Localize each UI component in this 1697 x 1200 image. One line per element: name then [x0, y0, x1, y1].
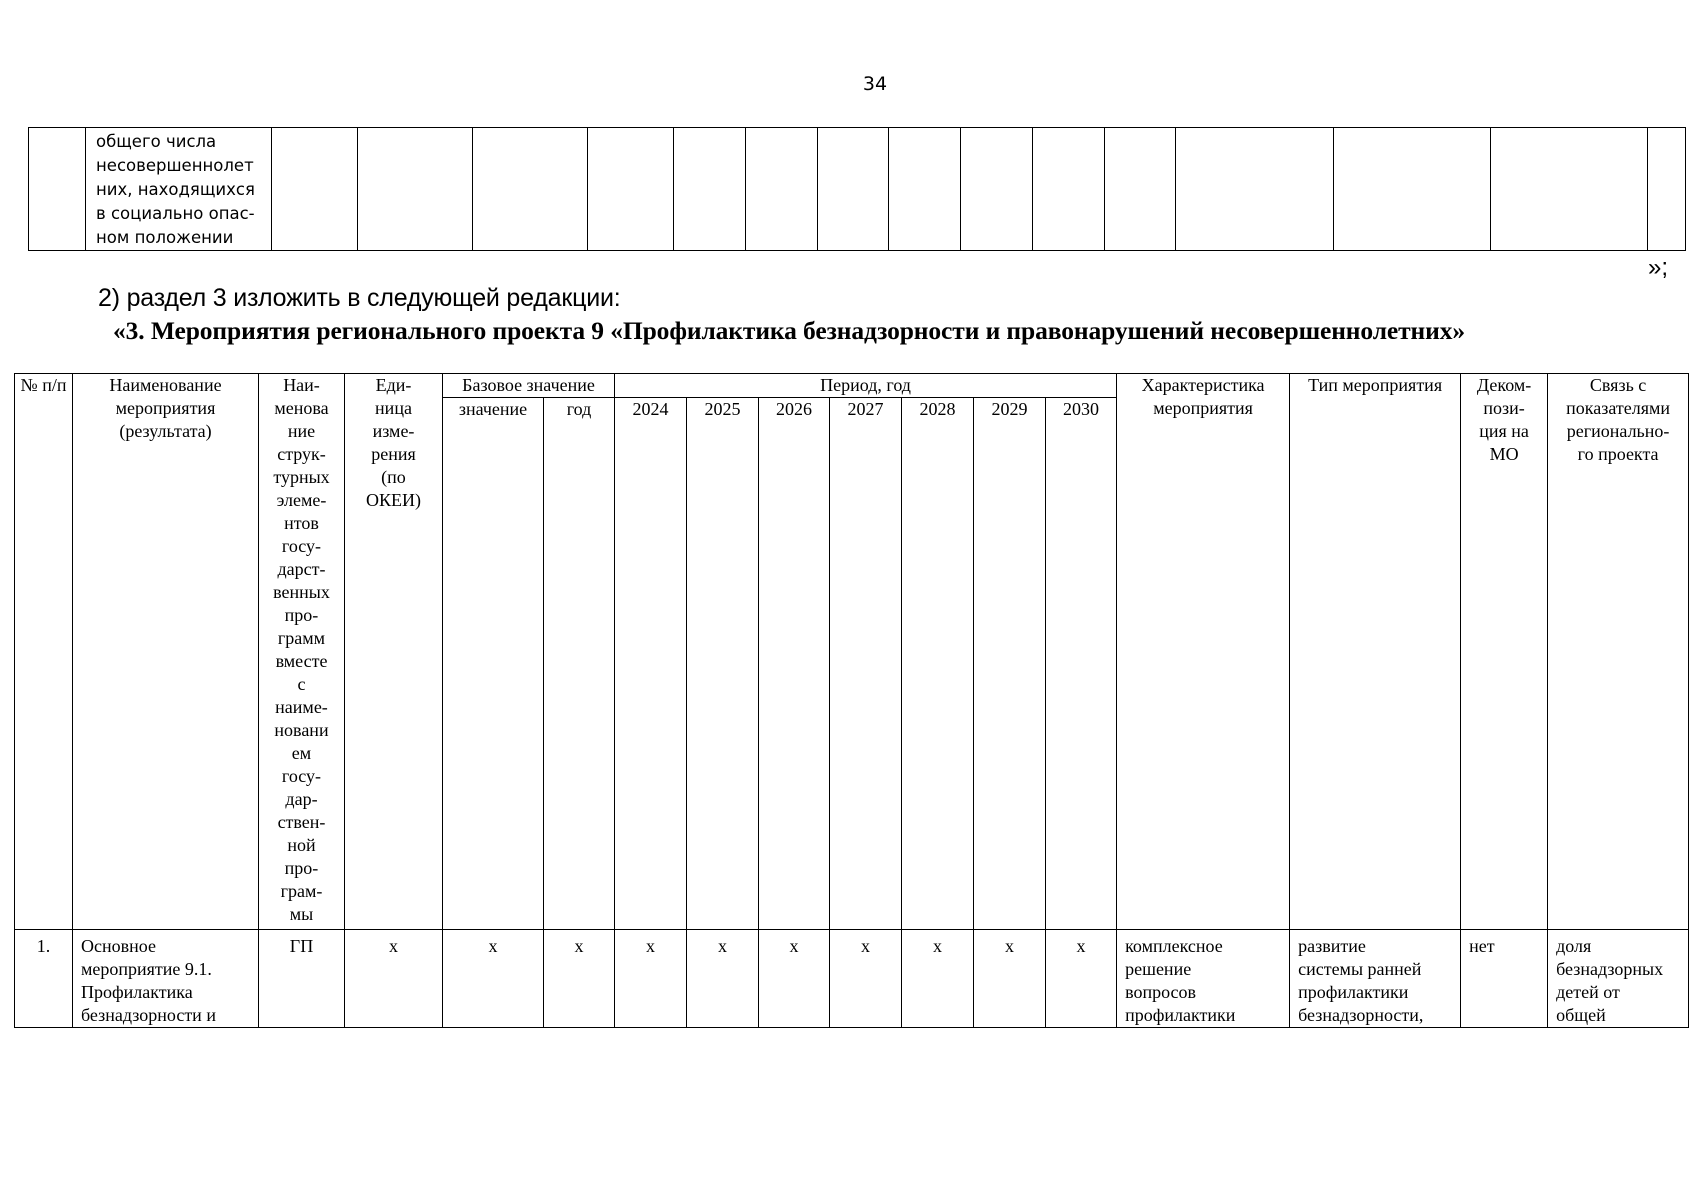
cell-year-value: х — [759, 930, 830, 1028]
header-year — [830, 398, 902, 930]
table-cell — [29, 128, 86, 251]
table-cell — [746, 128, 818, 251]
header-structure — [259, 374, 345, 930]
table-cell — [358, 128, 473, 251]
header-period — [615, 374, 1117, 398]
header-characteristic — [1117, 374, 1290, 930]
cell-year-value: х — [615, 930, 687, 1028]
header-year-label: 2030 — [1063, 399, 1100, 419]
cell-decomposition: нет — [1461, 930, 1548, 1028]
cell-type: развитие системы ранней профилактики безнадзорности, — [1290, 930, 1461, 1028]
cell-unit: х — [345, 930, 443, 1028]
header-decomposition-label: Деком- пози- ция на МО — [1476, 375, 1532, 464]
table-cell — [674, 128, 746, 251]
header-base-label: Базовое значение — [462, 375, 595, 395]
table-cell — [889, 128, 961, 251]
header-year-label: 2024 — [632, 399, 669, 419]
header-type-label: Тип мероприятия — [1308, 375, 1443, 395]
header-unit-label: Еди- ница изме- рения (по ОКЕИ) — [366, 375, 421, 510]
instruction-text: 2) раздел 3 изложить в следующей редакции: — [98, 284, 621, 312]
cell-year-value: х — [974, 930, 1046, 1028]
table-cell — [473, 128, 588, 251]
table-cell — [1648, 128, 1686, 251]
cell-num: 1. — [15, 930, 73, 1028]
cell-name: Основное мероприятие 9.1. Профилактика безнадзорности и — [73, 930, 259, 1028]
header-num — [15, 374, 73, 930]
table-cell — [588, 128, 674, 251]
cell-base-value: х — [443, 930, 544, 1028]
header-year — [1046, 398, 1117, 930]
section-title: «3. Мероприятия регионального проекта 9 «Профилактика безнадзорности и правонарушений несовершеннолетних» — [113, 316, 1466, 345]
header-year — [759, 398, 830, 930]
header-unit — [345, 374, 443, 930]
activities-table — [14, 373, 1689, 1028]
cell-base-year: х — [544, 930, 615, 1028]
header-base-year-label: год — [566, 399, 592, 419]
header-link — [1548, 374, 1689, 930]
table-row — [15, 930, 1689, 1028]
cell-year-value: х — [830, 930, 902, 1028]
continuation-text: общего числа несовершеннолет них, находящихся в социально опас- ном положении — [96, 132, 255, 247]
header-characteristic-label: Характеристика мероприятия — [1141, 375, 1265, 418]
table-cell — [272, 128, 358, 251]
header-year — [974, 398, 1046, 930]
header-decomposition — [1461, 374, 1548, 930]
header-year-label: 2026 — [776, 399, 813, 419]
header-base-value-label: значение — [458, 399, 528, 419]
header-year-label: 2025 — [704, 399, 741, 419]
table-cell — [818, 128, 889, 251]
cell-characteristic: комплексное решение вопросов профилактики — [1117, 930, 1290, 1028]
cell-year-value: х — [687, 930, 759, 1028]
header-link-label: Связь с показателями регионально- го проекта — [1566, 375, 1671, 464]
table-cell — [1334, 128, 1491, 251]
header-name — [73, 374, 259, 930]
header-year-label: 2028 — [919, 399, 956, 419]
header-base-value — [443, 398, 544, 930]
closing-quote: »; — [1648, 254, 1669, 281]
cell-year-value: х — [1046, 930, 1117, 1028]
table-cell — [1033, 128, 1105, 251]
cell-link: доля безнадзорных детей от общей — [1548, 930, 1689, 1028]
continuation-row — [29, 128, 1686, 251]
header-year — [615, 398, 687, 930]
header-type — [1290, 374, 1461, 930]
header-row-1 — [15, 374, 1689, 398]
cell-year-value: х — [902, 930, 974, 1028]
header-year-label: 2027 — [847, 399, 884, 419]
header-name-label: Наименование мероприятия (результата) — [109, 375, 222, 441]
header-year — [687, 398, 759, 930]
header-period-label: Период, год — [820, 375, 911, 395]
header-num-label: № п/п — [20, 375, 67, 395]
header-structure-label: Наи- менова ние струк- турных элеме- нтов госу- дарст- венных про- грамм вместе с наиме- новани ем госу- дар- ствен- ной про- грам- мы — [273, 375, 330, 924]
header-year — [902, 398, 974, 930]
page-number: 34 — [862, 73, 888, 95]
table-cell — [1491, 128, 1648, 251]
table-cell — [961, 128, 1033, 251]
table-cell — [1105, 128, 1176, 251]
continuation-table — [28, 127, 1686, 251]
cell-structure: ГП — [259, 930, 345, 1028]
header-base-year — [544, 398, 615, 930]
table-cell — [1176, 128, 1334, 251]
header-base — [443, 374, 615, 398]
continuation-text-cell — [86, 128, 272, 251]
header-year-label: 2029 — [991, 399, 1028, 419]
